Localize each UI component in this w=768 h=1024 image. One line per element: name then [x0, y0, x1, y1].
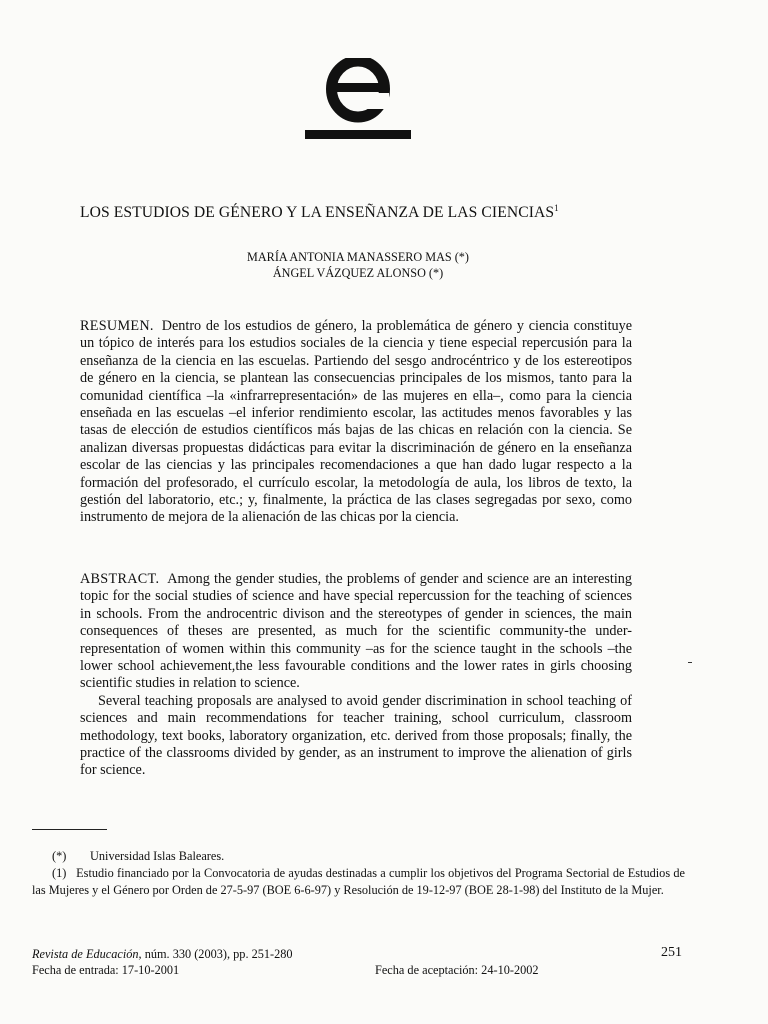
article-title [80, 203, 700, 222]
resumen-label: RESUMEN. [80, 318, 154, 334]
page-footer [32, 946, 685, 978]
received-date: Fecha de entrada: 17-10-2001 [32, 963, 180, 977]
author-name: MARÍA ANTONIA MANASSERO MAS (*) [247, 250, 469, 264]
abstract-paragraph [80, 571, 632, 693]
footnotes [32, 848, 685, 899]
footnote-text: Universidad Islas Baleares. [90, 849, 225, 863]
e-logo-icon [305, 58, 411, 140]
abstract-section [80, 571, 632, 780]
journal-e-logo [305, 58, 411, 140]
footnote-divider [32, 829, 107, 830]
journal-name: Revista de Educación, [32, 947, 142, 961]
resumen-text: Dentro de los estudios de género, la problemática de género y ciencia constituye un tópico de interés para los estudios sociales de la ciencia y tiene especial repercusión para la enseñanza de la ciencia en las escuelas. Partiendo del sesgo androcéntrico y de los estereotipos de género en la ciencia, se plantean las consecuencias principales de los mismos, tanto para la comunidad científica –la «infrarrepresentación» de las mujeres en ella–, como para la ciencia enseñada en las escuelas –el inferior rendimiento escolar, las actitudes menos favorables y las tasas de elección de estudios científicos más bajas de las chicas en relación con la ciencia. Se analizan diversas propuestas didácticas para evitar la discriminación de género en la enseñanza escolar de las ciencias y las principales recomendaciones a que han dado lugar respecto a la formación del profesorado, el currículo escolar, la metodología de aula, los libros de texto, la gestión del laboratorio, etc.; y, finalmente, la práctica de las clases segregadas por sexo, como instrumento de mejora de la alienación de las chicas por la ciencia. [80, 318, 632, 526]
author-name: ÁNGEL VÁZQUEZ ALONSO (*) [272, 266, 444, 280]
article-title-text: LOS ESTUDIOS DE GÉNERO Y LA ENSEÑANZA DE LAS CIENCIAS [80, 204, 555, 222]
abstract-paragraph-2: Several teaching proposals are analysed to avoid gender discrimination in school teaching of sciences and main recommendations for teacher training, school curriculum, classroom methodology, text books, laboratory organization, etc. derived from those proposals; finally, the practice of the classrooms divided by gender, as an instrument to improve the alienation of girls for science. [80, 692, 632, 779]
margin-mark [688, 662, 692, 663]
title-footnote-mark: 1 [554, 203, 559, 213]
affiliation-footnote [32, 848, 685, 865]
funding-footnote [32, 865, 685, 899]
resumen-paragraph [80, 318, 632, 527]
footnote-mark: (*) [52, 849, 67, 863]
footnote-mark: (1) [52, 866, 67, 880]
footnote-text: Estudio financiado por la Convocatoria de ayudas destinadas a cumplir los objetivos del Programa Sectorial de Estudios de las Mujeres y el Género por Orden de 27-5-97 (BOE 6-6-97) y Resolución de 19-12-97 (BOE 28-1-98) del Instituto de la Mujer. [32, 866, 685, 897]
author-list [0, 249, 716, 281]
journal-citation: núm. 330 (2003), pp. 251-280 [144, 947, 293, 961]
abstract-text: Among the gender studies, the problems of gender and science are an interesting topic for the social studies of science and have special repercussion for the teaching of sciences in schools. From the androcentric divison and the stereotypes of gender in sciences, the main consequences of theses are presented, as much for the scientific community-the under-representation of women within this community –as for the science taught in the schools –the lower school achievement,the less favourable conditions and the lower rates in girls choosing scientific studies in relation to science. [80, 571, 632, 692]
resumen-section [80, 318, 632, 527]
abstract-label: ABSTRACT. [80, 571, 160, 587]
page-number: 251 [661, 945, 682, 960]
accepted-date: Fecha de aceptación: 24-10-2002 [375, 963, 539, 977]
